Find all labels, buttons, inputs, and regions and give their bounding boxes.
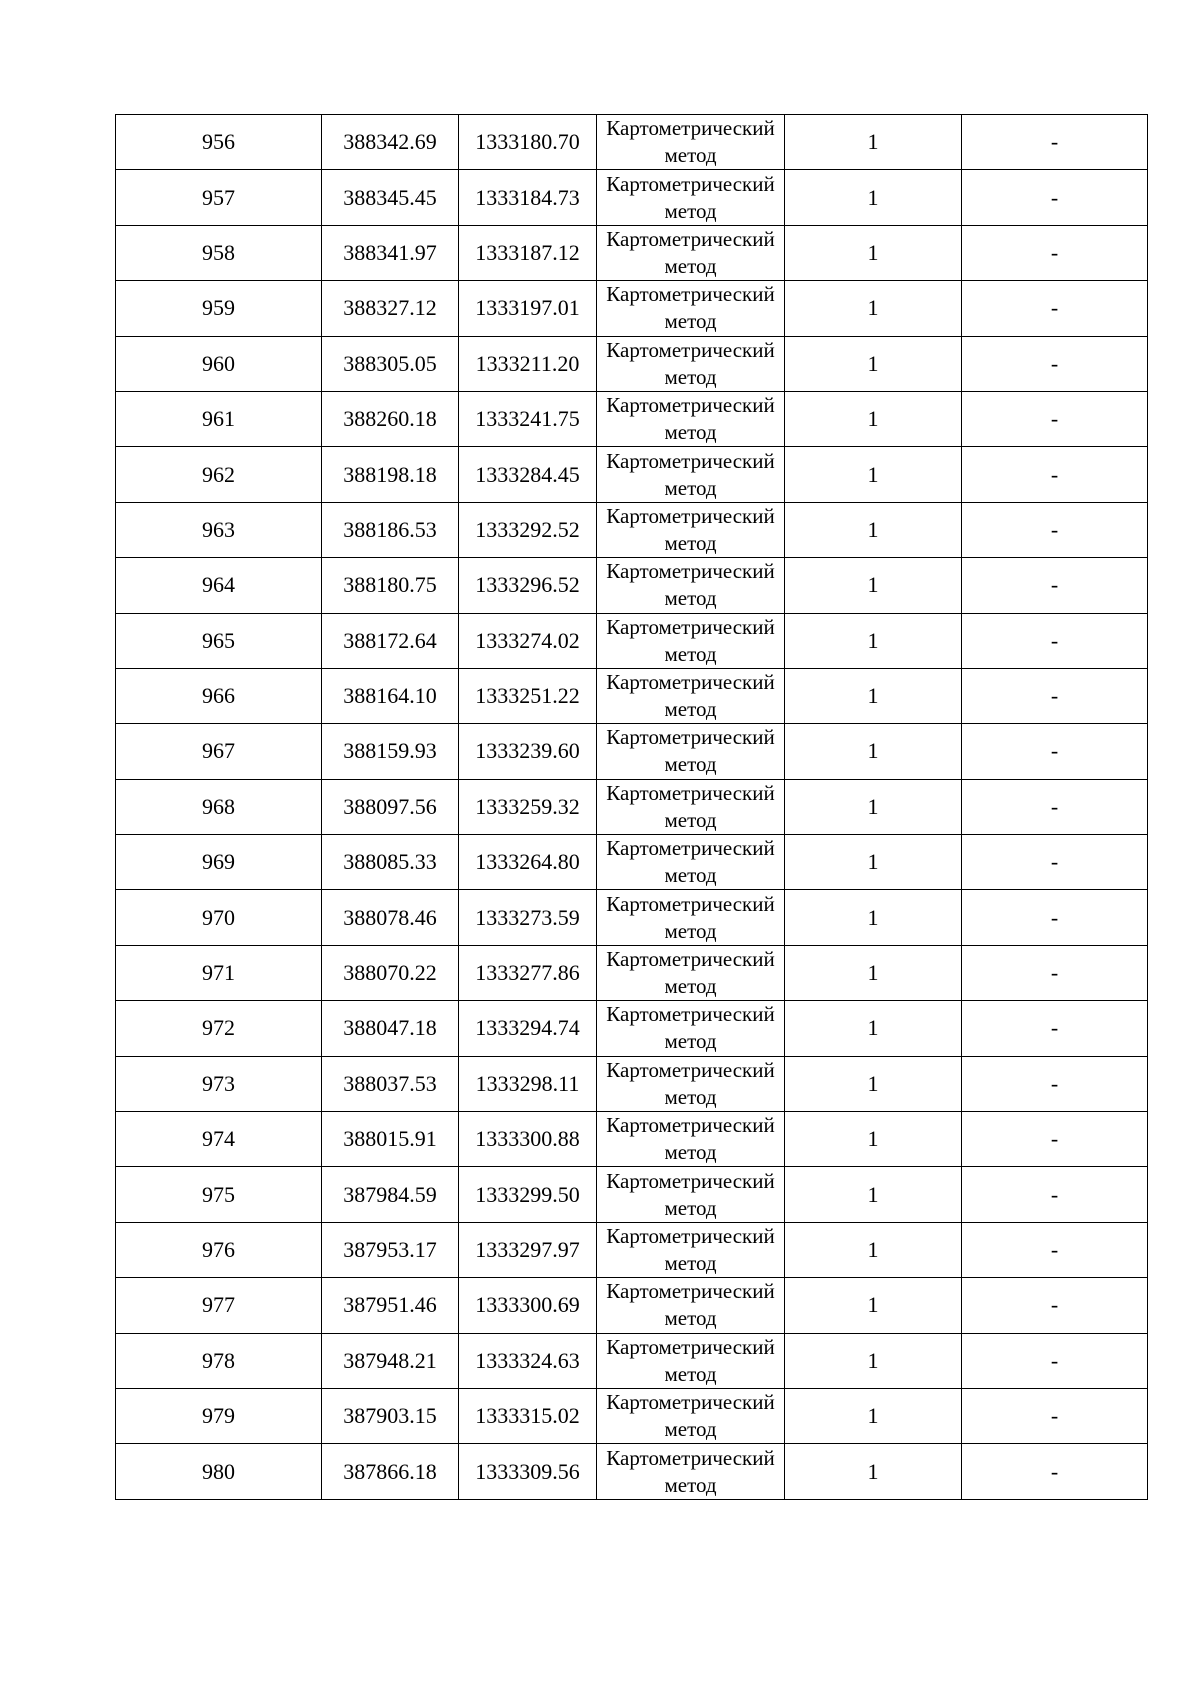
description-cell: - <box>962 336 1148 391</box>
method-cell: Картометрический метод <box>597 668 785 723</box>
point-number-cell: 976 <box>116 1222 322 1277</box>
y-coordinate-cell: 1333298.11 <box>459 1056 597 1111</box>
method-cell: Картометрический метод <box>597 1333 785 1388</box>
table-row <box>116 668 1148 723</box>
description-cell: - <box>962 281 1148 336</box>
table-row <box>116 835 1148 890</box>
accuracy-cell: 1 <box>785 336 962 391</box>
description-cell: - <box>962 1388 1148 1443</box>
description-cell: - <box>962 225 1148 280</box>
y-coordinate-cell: 1333324.63 <box>459 1333 597 1388</box>
description-cell: - <box>962 170 1148 225</box>
x-coordinate-cell: 388047.18 <box>322 1001 459 1056</box>
y-coordinate-cell: 1333300.88 <box>459 1112 597 1167</box>
accuracy-cell: 1 <box>785 1001 962 1056</box>
x-coordinate-cell: 388078.46 <box>322 890 459 945</box>
y-coordinate-cell: 1333277.86 <box>459 945 597 1000</box>
method-cell: Картометрический метод <box>597 1278 785 1333</box>
table-row <box>116 391 1148 446</box>
accuracy-cell: 1 <box>785 613 962 668</box>
y-coordinate-cell: 1333292.52 <box>459 502 597 557</box>
x-coordinate-cell: 387951.46 <box>322 1278 459 1333</box>
method-cell: Картометрический метод <box>597 1167 785 1222</box>
accuracy-cell: 1 <box>785 115 962 170</box>
description-cell: - <box>962 1333 1148 1388</box>
point-number-cell: 977 <box>116 1278 322 1333</box>
x-coordinate-cell: 388305.05 <box>322 336 459 391</box>
table-row <box>116 1001 1148 1056</box>
accuracy-cell: 1 <box>785 502 962 557</box>
accuracy-cell: 1 <box>785 835 962 890</box>
table-row <box>116 558 1148 613</box>
x-coordinate-cell: 388164.10 <box>322 668 459 723</box>
description-cell: - <box>962 391 1148 446</box>
accuracy-cell: 1 <box>785 170 962 225</box>
point-number-cell: 961 <box>116 391 322 446</box>
point-number-cell: 967 <box>116 724 322 779</box>
y-coordinate-cell: 1333297.97 <box>459 1222 597 1277</box>
table-row <box>116 779 1148 834</box>
accuracy-cell: 1 <box>785 447 962 502</box>
method-cell: Картометрический метод <box>597 170 785 225</box>
table-row <box>116 1388 1148 1443</box>
accuracy-cell: 1 <box>785 668 962 723</box>
method-cell: Картометрический метод <box>597 1444 785 1499</box>
method-cell: Картометрический метод <box>597 336 785 391</box>
x-coordinate-cell: 387984.59 <box>322 1167 459 1222</box>
accuracy-cell: 1 <box>785 1388 962 1443</box>
method-cell: Картометрический метод <box>597 447 785 502</box>
table-row <box>116 115 1148 170</box>
accuracy-cell: 1 <box>785 1056 962 1111</box>
method-cell: Картометрический метод <box>597 1001 785 1056</box>
table-row <box>116 447 1148 502</box>
point-number-cell: 980 <box>116 1444 322 1499</box>
y-coordinate-cell: 1333309.56 <box>459 1444 597 1499</box>
description-cell: - <box>962 558 1148 613</box>
method-cell: Картометрический метод <box>597 1222 785 1277</box>
accuracy-cell: 1 <box>785 558 962 613</box>
table-row <box>116 1056 1148 1111</box>
method-cell: Картометрический метод <box>597 281 785 336</box>
point-number-cell: 956 <box>116 115 322 170</box>
method-cell: Картометрический метод <box>597 502 785 557</box>
coordinates-table-body <box>116 115 1148 1500</box>
method-cell: Картометрический метод <box>597 890 785 945</box>
table-row <box>116 1444 1148 1499</box>
x-coordinate-cell: 388345.45 <box>322 170 459 225</box>
method-cell: Картометрический метод <box>597 225 785 280</box>
point-number-cell: 958 <box>116 225 322 280</box>
x-coordinate-cell: 388260.18 <box>322 391 459 446</box>
description-cell: - <box>962 1056 1148 1111</box>
table-row <box>116 1222 1148 1277</box>
point-number-cell: 971 <box>116 945 322 1000</box>
coordinates-table <box>115 114 1148 1500</box>
description-cell: - <box>962 724 1148 779</box>
point-number-cell: 975 <box>116 1167 322 1222</box>
x-coordinate-cell: 388198.18 <box>322 447 459 502</box>
accuracy-cell: 1 <box>785 1333 962 1388</box>
point-number-cell: 978 <box>116 1333 322 1388</box>
point-number-cell: 966 <box>116 668 322 723</box>
description-cell: - <box>962 668 1148 723</box>
accuracy-cell: 1 <box>785 1444 962 1499</box>
y-coordinate-cell: 1333239.60 <box>459 724 597 779</box>
description-cell: - <box>962 1278 1148 1333</box>
y-coordinate-cell: 1333299.50 <box>459 1167 597 1222</box>
accuracy-cell: 1 <box>785 281 962 336</box>
y-coordinate-cell: 1333211.20 <box>459 336 597 391</box>
point-number-cell: 973 <box>116 1056 322 1111</box>
y-coordinate-cell: 1333180.70 <box>459 115 597 170</box>
method-cell: Картометрический метод <box>597 779 785 834</box>
method-cell: Картометрический метод <box>597 391 785 446</box>
accuracy-cell: 1 <box>785 890 962 945</box>
accuracy-cell: 1 <box>785 1278 962 1333</box>
point-number-cell: 968 <box>116 779 322 834</box>
point-number-cell: 957 <box>116 170 322 225</box>
x-coordinate-cell: 387948.21 <box>322 1333 459 1388</box>
table-row <box>116 1333 1148 1388</box>
x-coordinate-cell: 388085.33 <box>322 835 459 890</box>
accuracy-cell: 1 <box>785 1112 962 1167</box>
y-coordinate-cell: 1333187.12 <box>459 225 597 280</box>
x-coordinate-cell: 388070.22 <box>322 945 459 1000</box>
table-row <box>116 170 1148 225</box>
y-coordinate-cell: 1333184.73 <box>459 170 597 225</box>
x-coordinate-cell: 388327.12 <box>322 281 459 336</box>
x-coordinate-cell: 388342.69 <box>322 115 459 170</box>
description-cell: - <box>962 1112 1148 1167</box>
point-number-cell: 979 <box>116 1388 322 1443</box>
method-cell: Картометрический метод <box>597 724 785 779</box>
point-number-cell: 964 <box>116 558 322 613</box>
method-cell: Картометрический метод <box>597 945 785 1000</box>
table-row <box>116 225 1148 280</box>
point-number-cell: 965 <box>116 613 322 668</box>
accuracy-cell: 1 <box>785 1167 962 1222</box>
point-number-cell: 969 <box>116 835 322 890</box>
method-cell: Картометрический метод <box>597 835 785 890</box>
description-cell: - <box>962 1222 1148 1277</box>
accuracy-cell: 1 <box>785 1222 962 1277</box>
point-number-cell: 960 <box>116 336 322 391</box>
y-coordinate-cell: 1333264.80 <box>459 835 597 890</box>
table-row <box>116 613 1148 668</box>
method-cell: Картометрический метод <box>597 115 785 170</box>
accuracy-cell: 1 <box>785 779 962 834</box>
table-row <box>116 945 1148 1000</box>
y-coordinate-cell: 1333274.02 <box>459 613 597 668</box>
table-row <box>116 890 1148 945</box>
description-cell: - <box>962 835 1148 890</box>
y-coordinate-cell: 1333241.75 <box>459 391 597 446</box>
point-number-cell: 963 <box>116 502 322 557</box>
y-coordinate-cell: 1333296.52 <box>459 558 597 613</box>
description-cell: - <box>962 1444 1148 1499</box>
y-coordinate-cell: 1333284.45 <box>459 447 597 502</box>
accuracy-cell: 1 <box>785 945 962 1000</box>
method-cell: Картометрический метод <box>597 613 785 668</box>
y-coordinate-cell: 1333315.02 <box>459 1388 597 1443</box>
y-coordinate-cell: 1333273.59 <box>459 890 597 945</box>
description-cell: - <box>962 115 1148 170</box>
method-cell: Картометрический метод <box>597 1112 785 1167</box>
table-row <box>116 724 1148 779</box>
description-cell: - <box>962 945 1148 1000</box>
y-coordinate-cell: 1333197.01 <box>459 281 597 336</box>
description-cell: - <box>962 447 1148 502</box>
accuracy-cell: 1 <box>785 225 962 280</box>
point-number-cell: 972 <box>116 1001 322 1056</box>
point-number-cell: 970 <box>116 890 322 945</box>
point-number-cell: 959 <box>116 281 322 336</box>
table-row <box>116 1112 1148 1167</box>
method-cell: Картометрический метод <box>597 558 785 613</box>
description-cell: - <box>962 779 1148 834</box>
x-coordinate-cell: 388097.56 <box>322 779 459 834</box>
accuracy-cell: 1 <box>785 724 962 779</box>
description-cell: - <box>962 890 1148 945</box>
table-row <box>116 336 1148 391</box>
x-coordinate-cell: 387953.17 <box>322 1222 459 1277</box>
x-coordinate-cell: 388186.53 <box>322 502 459 557</box>
accuracy-cell: 1 <box>785 391 962 446</box>
x-coordinate-cell: 387866.18 <box>322 1444 459 1499</box>
x-coordinate-cell: 388172.64 <box>322 613 459 668</box>
y-coordinate-cell: 1333251.22 <box>459 668 597 723</box>
method-cell: Картометрический метод <box>597 1388 785 1443</box>
table-row <box>116 502 1148 557</box>
y-coordinate-cell: 1333259.32 <box>459 779 597 834</box>
description-cell: - <box>962 613 1148 668</box>
table-row <box>116 281 1148 336</box>
point-number-cell: 974 <box>116 1112 322 1167</box>
description-cell: - <box>962 1167 1148 1222</box>
x-coordinate-cell: 388037.53 <box>322 1056 459 1111</box>
description-cell: - <box>962 1001 1148 1056</box>
table-row <box>116 1167 1148 1222</box>
table-row <box>116 1278 1148 1333</box>
y-coordinate-cell: 1333300.69 <box>459 1278 597 1333</box>
x-coordinate-cell: 388159.93 <box>322 724 459 779</box>
x-coordinate-cell: 388180.75 <box>322 558 459 613</box>
point-number-cell: 962 <box>116 447 322 502</box>
x-coordinate-cell: 388015.91 <box>322 1112 459 1167</box>
x-coordinate-cell: 387903.15 <box>322 1388 459 1443</box>
x-coordinate-cell: 388341.97 <box>322 225 459 280</box>
y-coordinate-cell: 1333294.74 <box>459 1001 597 1056</box>
description-cell: - <box>962 502 1148 557</box>
method-cell: Картометрический метод <box>597 1056 785 1111</box>
